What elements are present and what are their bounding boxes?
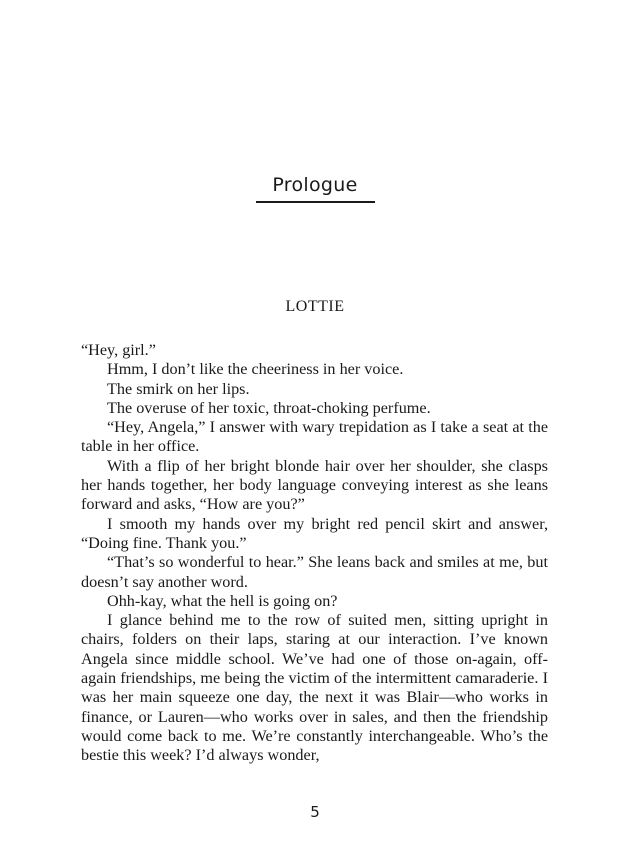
paragraph: I glance behind me to the row of suited men, sitting upright in chairs, folders on their laps, staring at our interaction. I’ve known Angela since middle school. We’ve had one of those on-again, off-again friendships, me being the victim of the intermittent camaraderie. I was her main squeeze one day, the next it was Blair—who works in finance, or Lauren—who works over in sales, and then the friendship would come back to me. We’re constantly interchangeable. Who’s the bestie this week? I’d always wonder, [81, 611, 548, 765]
body-text [81, 341, 548, 766]
paragraph: Ohh-kay, what the hell is going on? [107, 591, 338, 610]
chapter-title: Prologue [272, 174, 358, 196]
page-number: 5 [310, 803, 320, 821]
paragraph: I smooth my hands over my bright red pencil skirt and answer, “Doing fine. Thank you.” [81, 514, 548, 552]
paragraph: “That’s so wonderful to hear.” She leans back and smiles at me, but doesn’t say another word. [81, 553, 548, 591]
paragraph: Hmm, I don’t like the cheeriness in her voice. [107, 360, 404, 379]
chapter-title-underline [256, 201, 375, 203]
section-heading: LOTTIE [285, 298, 345, 315]
paragraph: With a flip of her bright blonde hair over her shoulder, she clasps her hands together, her body language conveying interest as she leans forward and asks, “How are you?” [81, 456, 548, 514]
paragraph: The smirk on her lips. [107, 379, 250, 398]
paragraph: The overuse of her toxic, throat-choking perfume. [107, 398, 431, 417]
paragraph: “Hey, girl.” [81, 341, 156, 359]
paragraph: “Hey, Angela,” I answer with wary trepidation as I take a seat at the table in her office. [81, 418, 548, 456]
